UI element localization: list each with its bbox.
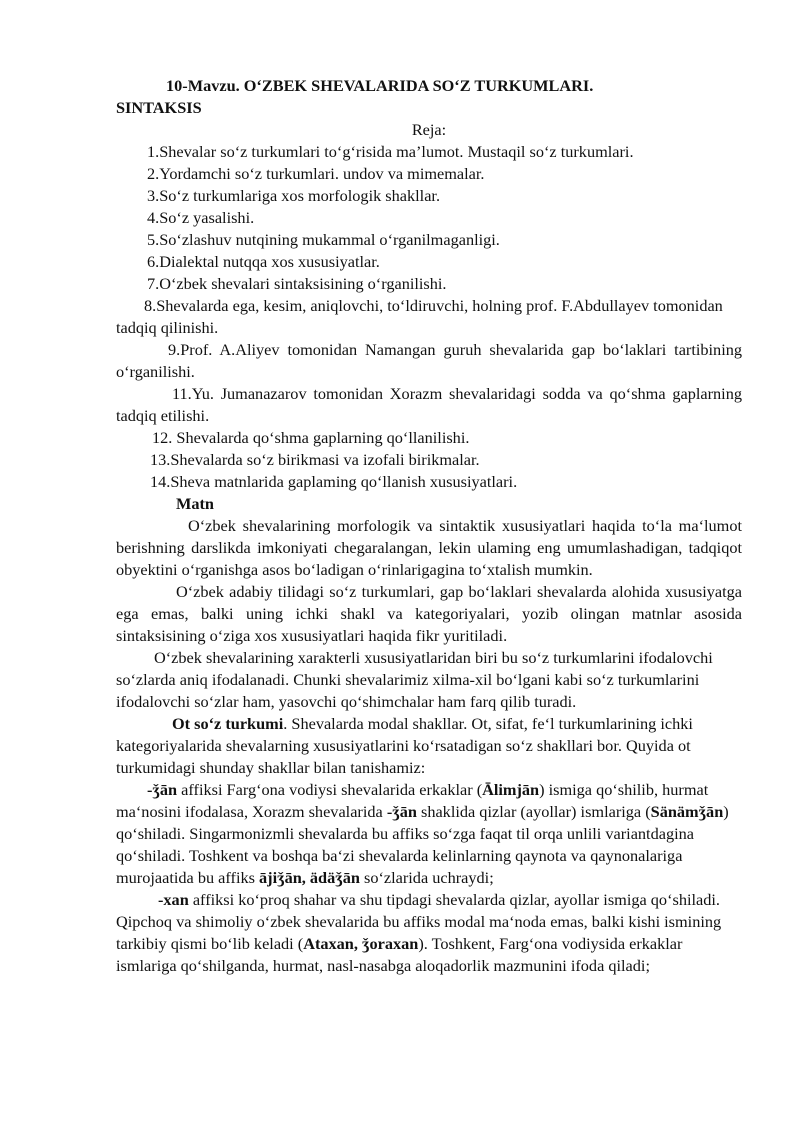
plan-item: 6.Dialektal nutqqa xos xususiyatlar.	[147, 252, 380, 271]
title-line-2: SINTAKSIS	[116, 98, 202, 117]
paragraph-text: ) ismiga qo‘shilib, hurmat ma‘nosini ifodalasa, Xorazm shevalarida	[116, 780, 709, 821]
paragraph-text: shaklida qizlar (ayollar) ismlariga (	[416, 802, 651, 821]
paragraph-3: O‘zbek shevalarining xarakterli xususiyatlaridan biri bu so‘z turkumlarini ifodalovchi so‘zlarda aniq ifodalanadi. Chunki shevalarimiz xilma-xil bo‘lgani kabi so‘z turkumlarini ifodalovchi so‘zlar ham, yasovchi qo‘shimchalar ham farq qilib turadi.	[116, 648, 713, 711]
plan-item: 13.Shevalarda so‘z birikmasi va izofali birikmalar.	[150, 450, 480, 469]
paragraph-5	[116, 779, 742, 889]
paragraph-text: ) qo‘shiladi. Singarmonizmli shevalarda bu affiks so‘zga faqat til orqa unlili variantdagina qo‘shiladi. Toshkent va boshqa ba‘zi shevalarda kelinlarning qaynota va qaynonalariga murojaatida bu affiks	[116, 802, 729, 887]
term-bold: -xan	[158, 890, 189, 909]
plan-item: 5.So‘zlashuv nutqining mukammal o‘rganilmaganligi.	[147, 230, 500, 249]
paragraph-text: . Shevalarda modal shakllar. Ot, sifat, fe‘l turkumlarining ichki kategoriyalarida shevalarning xususiyatlarini ko‘rsatadigan so‘z shakllari bor. Quyida ot turkumidagi shunday shakllar bilan tanishamiz:	[116, 714, 693, 777]
plan-item: 11.Yu. Jumanazarov tomonidan Xorazm shevalaridagi sodda va qo‘shma gaplarning tadqiq etilishi.	[116, 384, 742, 425]
term-bold: -ǯān	[147, 780, 178, 799]
paragraph-2: O‘zbek adabiy tilidagi so‘z turkumlari, gap bo‘laklari shevalarda alohida xususiyatga ega emas, balki uning ichki shakl va kategoriyalari, yozib olingan matnlar asosida sintaksisining o‘ziga xos xususiyatlari haqida fikr yuritiladi.	[116, 582, 742, 645]
paragraph-text: ). Toshkent, Farg‘ona vodiysida erkaklar ismlariga qo‘shilganda, hurmat, nasl-nasabga aloqadorlik mazmunini ifoda qiladi;	[116, 934, 683, 975]
title-line-1: 10-Mavzu. O‘ZBEK SHEVALARIDA SO‘Z TURKUMLARI.	[166, 76, 594, 95]
plan-item: 3.So‘z turkumlariga xos morfologik shakllar.	[147, 186, 441, 205]
plan-item: 2.Yordamchi so‘z turkumlari. undov va mimemalar.	[147, 164, 485, 183]
plan-item: 12. Shevalarda qo‘shma gaplarning qo‘llanilishi.	[152, 428, 470, 447]
text-heading: Matn	[176, 494, 214, 513]
term-bold: Sänämǯān	[650, 802, 724, 821]
plan-item: 8.Shevalarda ega, kesim, aniqlovchi, to‘ldiruvchi, holning prof. F.Abdullayev tomonidan tadqiq qilinishi.	[116, 296, 723, 337]
document-body	[116, 75, 742, 977]
paragraph-text: so‘zlarida uchraydi;	[359, 868, 494, 887]
plan-item: 7.O‘zbek shevalari sintaksisining o‘rganilishi.	[147, 274, 447, 293]
paragraph-6	[116, 889, 742, 977]
paragraph-text: affiksi ko‘proq shahar va shu tipdagi shevalarda qizlar, ayollar ismiga qo‘shiladi. Qipchoq va shimoliy o‘zbek shevalarida bu affiks modal ma‘noda emas, balki kishi ismining tarkibiy qismi bo‘lib keladi (	[116, 890, 722, 953]
plan-heading: Reja:	[411, 120, 447, 139]
term-bold: ājiǯān, ädäǯān	[259, 868, 360, 887]
plan-item: 4.So‘z yasalishi.	[147, 208, 255, 227]
term-bold: Ālimjān	[482, 780, 540, 799]
plan-item: 9.Prof. A.Aliyev tomonidan Namangan guruh shevalarida gap bo‘laklari tartibining o‘rganilishi.	[116, 340, 742, 381]
term-bold: Ot so‘z turkumi	[172, 714, 284, 733]
paragraph-1: O‘zbek shevalarining morfologik va sintaktik xususiyatlari haqida to‘la ma‘lumot berishning darslikda imkoniyati chegaralangan, lekin ulaming eng umumlashadigan, tadqiqot obyektini o‘rganishga asos bo‘ladigan o‘rinlarigagina to‘xtalish mumkin.	[116, 516, 742, 579]
paragraph-text: affiksi Farg‘ona vodiysi shevalarida erkaklar (	[177, 780, 483, 799]
plan-item: 1.Shevalar so‘z turkumlari to‘g‘risida ma’lumot. Mustaqil so‘z turkumlari.	[147, 142, 634, 161]
term-bold: Ataxan, ǯoraxan	[303, 934, 419, 953]
paragraph-4	[116, 713, 742, 779]
plan-item: 14.Sheva matnlarida gaplaming qo‘llanish xususiyatlari.	[150, 472, 518, 491]
term-bold: -ǯān	[386, 802, 417, 821]
